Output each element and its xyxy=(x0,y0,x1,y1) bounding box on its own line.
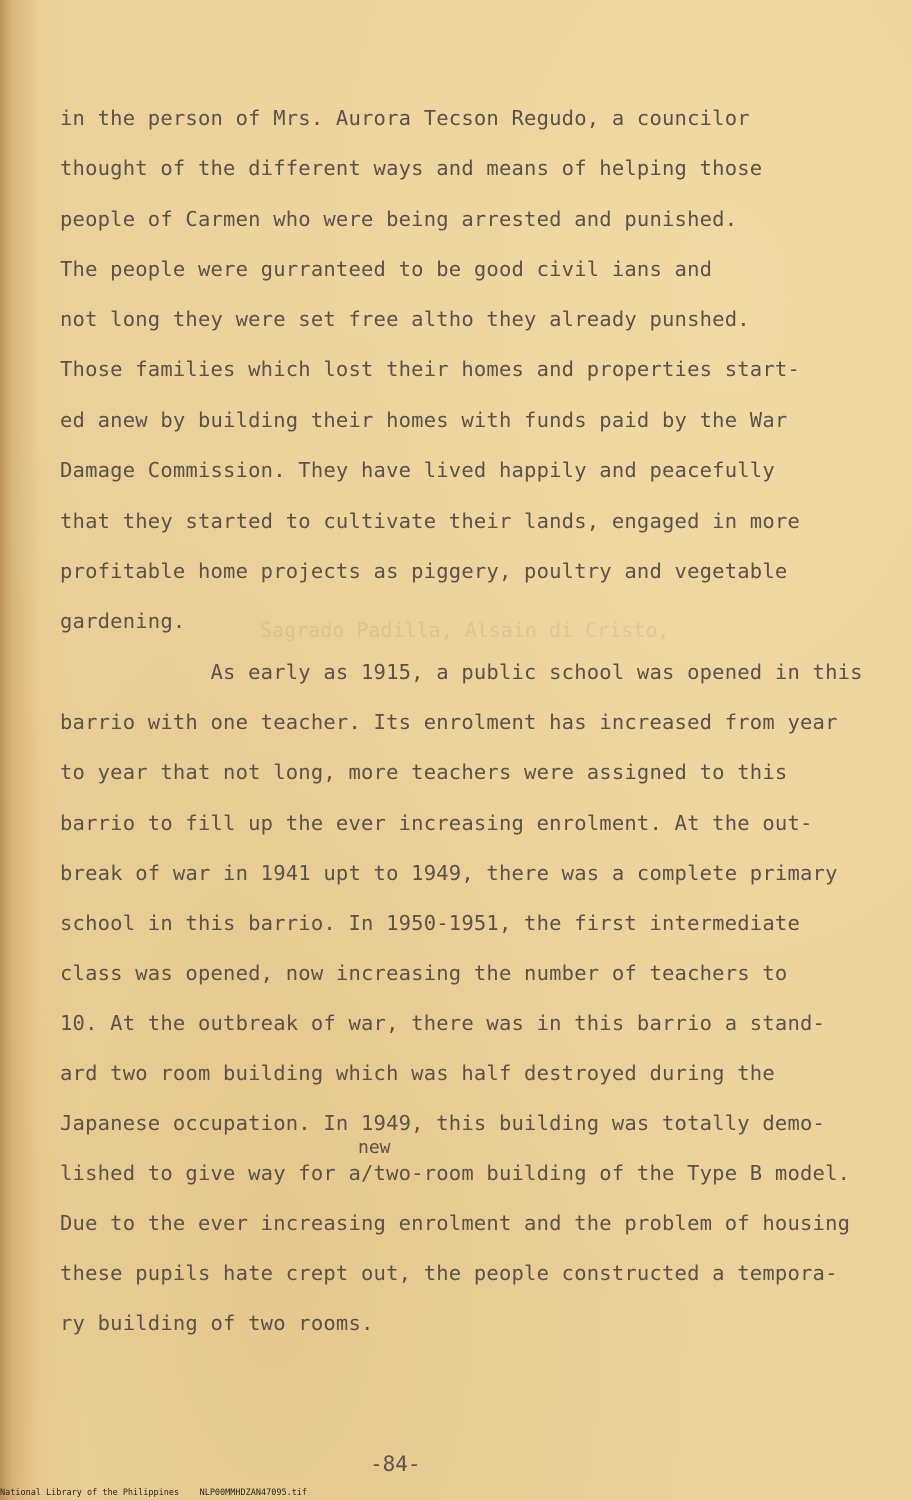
body-text xyxy=(60,0,863,1335)
text-line: ry building of two rooms. xyxy=(60,1311,374,1335)
archive-caption: National Library of the Philippines NLP00MMHDZAN47095.tif xyxy=(0,1488,308,1498)
text-line: break of war in 1941 upt to 1949, there was a complete primary xyxy=(60,861,838,885)
text-line: lished to give way for a/two-room building of the Type B model. xyxy=(60,1161,851,1185)
text-line: thought of the different ways and means of helping those xyxy=(60,156,763,180)
text-line: these pupils hate crept out, the people constructed a tempora- xyxy=(60,1261,838,1285)
text-line: people of Carmen who were being arrested and punished. xyxy=(60,207,738,231)
text-line: profitable home projects as piggery, poultry and vegetable xyxy=(60,559,788,583)
bleed-through-text: Sagrado Padilla, Alsain di Cristo, xyxy=(260,618,670,642)
text-line: that they started to cultivate their lands, engaged in more xyxy=(60,509,800,533)
page-number: -84- xyxy=(370,1452,421,1476)
text-line: Damage Commission. They have lived happily and peacefully xyxy=(60,458,775,482)
text-line: As early as 1915, a public school was opened in this xyxy=(60,660,863,684)
text-line: school in this barrio. In 1950-1951, the first intermediate xyxy=(60,911,800,935)
handwritten-insertion: new xyxy=(358,1137,391,1158)
text-line: gardening. xyxy=(60,609,186,633)
text-line: not long they were set free altho they already punshed. xyxy=(60,307,750,331)
text-line: Japanese occupation. In 1949, this building was totally demo- xyxy=(60,1111,826,1135)
text-line: barrio to fill up the ever increasing enrolment. At the out- xyxy=(60,811,813,835)
text-line: ard two room building which was half destroyed during the xyxy=(60,1061,775,1085)
text-line: Those families which lost their homes and properties start- xyxy=(60,357,800,381)
text-line: 10. At the outbreak of war, there was in this barrio a stand- xyxy=(60,1011,826,1035)
text-line: barrio with one teacher. Its enrolment has increased from year xyxy=(60,710,838,734)
text-line: The people were gurranteed to be good civil ians and xyxy=(60,257,713,281)
text-line: ed anew by building their homes with funds paid by the War xyxy=(60,408,788,432)
text-line: class was opened, now increasing the number of teachers to xyxy=(60,961,788,985)
text-line: in the person of Mrs. Aurora Tecson Regudo, a councilor xyxy=(60,106,750,130)
text-line: Due to the ever increasing enrolment and the problem of housing xyxy=(60,1211,851,1235)
text-line: to year that not long, more teachers were assigned to this xyxy=(60,760,788,784)
